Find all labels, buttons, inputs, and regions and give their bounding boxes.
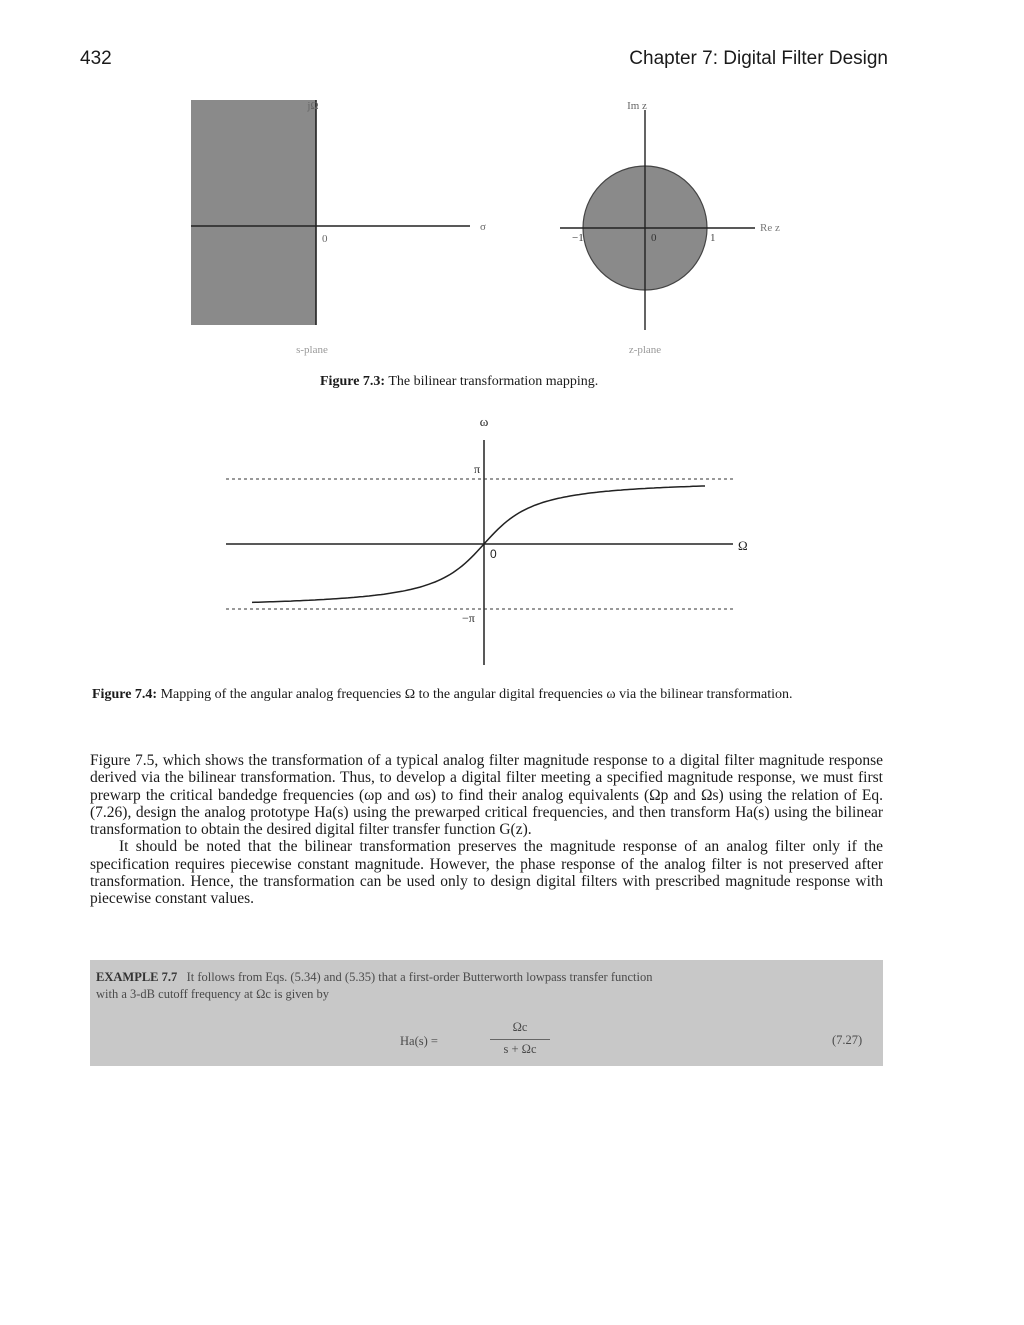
frequency-mapping-plot: [226, 414, 748, 665]
s-plane-diagram: [191, 100, 486, 356]
body-paragraph-1: Figure 7.5, which shows the transformation of a typical analog filter magnitude response to a digital filter magnitude response derived via the bilinear transformation. Thus, to develop a digital filter meeting a specified magnitude response, we must first prewarp the critical bandedge frequencies (ωp and ωs) to find their analog equivalents (Ωp and Ωs) using the relation of Eq. (7.26), design the analog prototype Ha(s) using the prewarped critical frequencies, and then transform Ha(s) using the bilinear transformation to obtain the desired digital filter transfer function G(z).: [90, 752, 883, 839]
z-plane-label: z-plane: [628, 344, 662, 356]
z-plane-plus-one-label: 1: [710, 232, 716, 244]
equation-denominator: s + Ωc: [503, 1042, 537, 1056]
omega-axis-label: ω: [479, 414, 489, 429]
example-line-1: [96, 970, 652, 985]
figure-7-3-caption-text: The bilinear transformation mapping.: [385, 374, 599, 389]
s-plane-imag-label: jΩ: [307, 100, 319, 112]
figure-7-4-caption: [92, 686, 892, 703]
s-plane-label: s-plane: [296, 344, 328, 356]
z-plane-diagram: [560, 100, 780, 356]
z-plane-origin-label: 0: [651, 232, 657, 244]
s-plane-left-half-fill: [191, 100, 319, 325]
equation-lhs: Ha(s) =: [400, 1034, 438, 1048]
equation-fraction-bar: [490, 1039, 550, 1040]
z-plane-imag-label: Im z: [627, 100, 647, 112]
figure-7-3-caption: [320, 373, 598, 390]
example-line-1-text: It follows from Eqs. (5.34) and (5.35) that a first-order Butterworth lowpass transfer function: [186, 970, 653, 984]
equation-number: (7.27): [832, 1033, 863, 1047]
body-text: [90, 752, 883, 908]
body-paragraph-2: It should be noted that the bilinear transformation preserves the magnitude response of an analog filter only if the specification requires piecewise constant magnitude. However, the phase response of the analog filter is not preserved after transformation. Hence, the transformation can be used only to design digital filters with prescribed magnitude response with piecewise constant values.: [90, 838, 883, 908]
s-plane-origin-label: 0: [322, 233, 328, 245]
example-line-2: with a 3-dB cutoff frequency at Ωc is given by: [96, 987, 329, 1001]
example-label: EXAMPLE 7.7: [96, 970, 178, 984]
figure-7-4-caption-text: Mapping of the angular analog frequencies Ω to the angular digital frequencies ω via the bilinear transformation.: [157, 687, 793, 702]
minus-pi-label: −π: [462, 611, 475, 625]
pi-label: π: [474, 462, 481, 476]
figure-7-3-caption-label: Figure 7.3:: [320, 374, 386, 389]
example-7-7-box: [90, 960, 883, 1066]
origin-label: 0: [490, 547, 497, 561]
z-plane-minus-one-label: −1: [572, 232, 584, 244]
big-omega-axis-label: Ω: [738, 538, 748, 553]
chapter-title: Chapter 7: Digital Filter Design: [629, 48, 888, 69]
page-number: 432: [80, 48, 112, 69]
z-plane-real-label: Re z: [760, 222, 780, 234]
equation-numerator: Ωc: [512, 1020, 528, 1034]
s-plane-real-label: σ: [480, 221, 486, 233]
figure-7-4-caption-label: Figure 7.4:: [92, 687, 158, 702]
